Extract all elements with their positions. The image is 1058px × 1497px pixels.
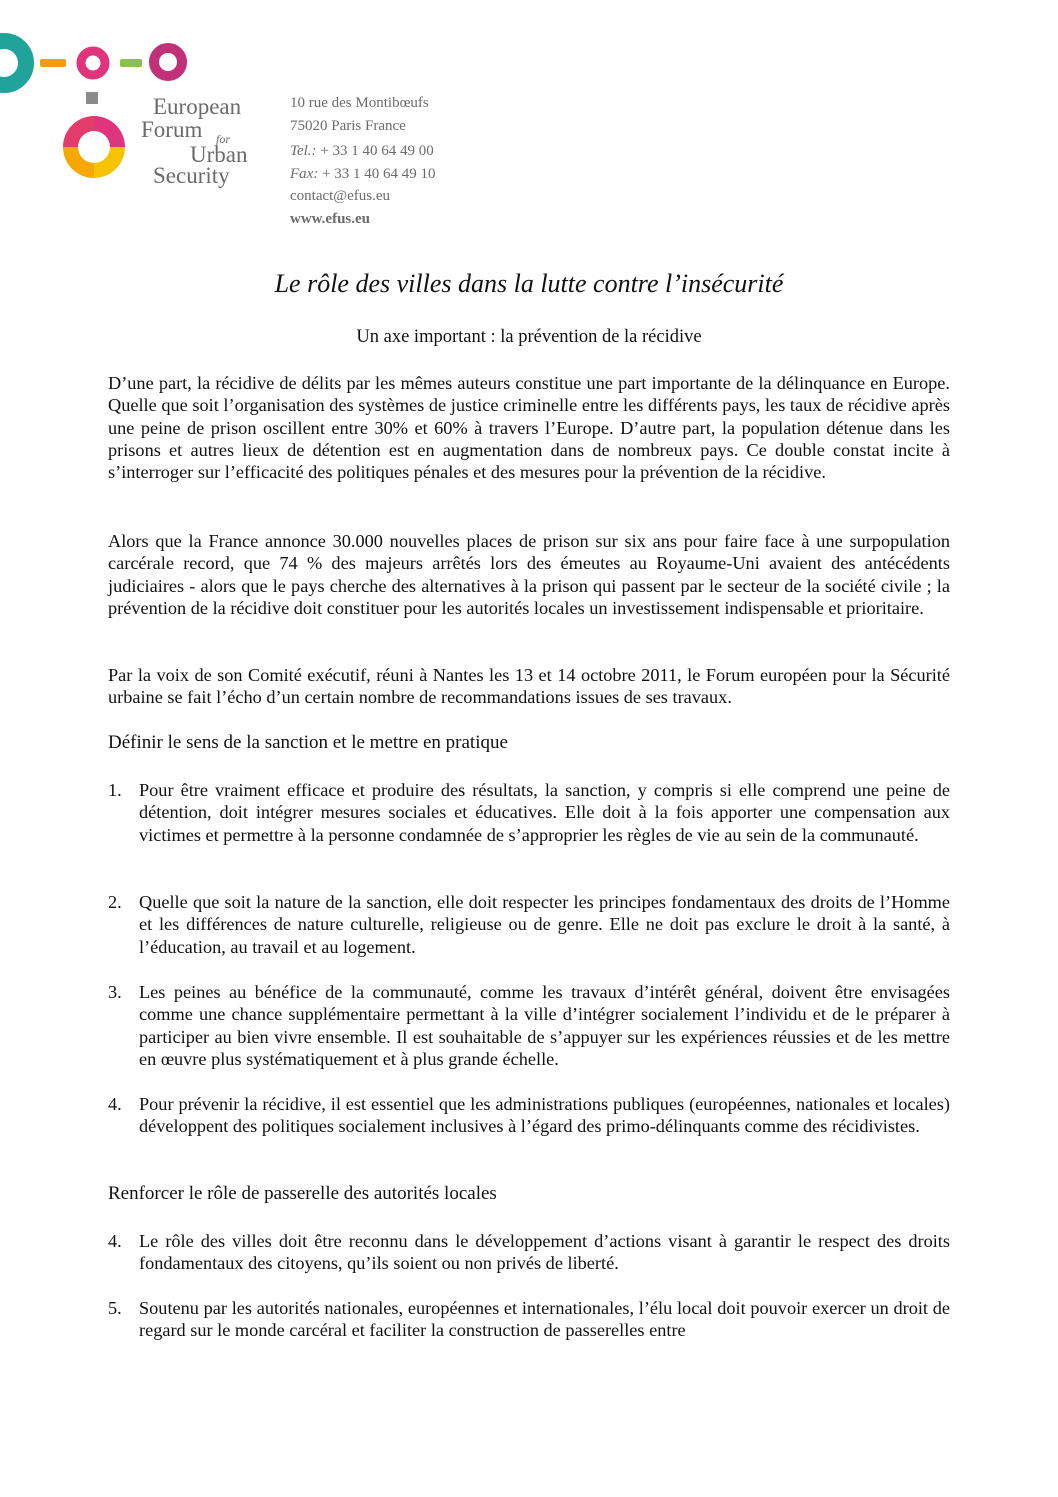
list-item-text: Les peines au bénéfice de la communauté, comme les travaux d’intérêt général, doivent être envisagées comme une chance supplémentaire permettant à la ville d’intégrer socialement l’individu et de le préparer à participer au bien vivre ensemble. Il est souhaitable de s’appuyer sur les expériences réussies et de les mettre en œuvre plus systématiquement et à plus grande échelle. (139, 982, 950, 1069)
list-item-text: Le rôle des villes doit être reconnu dans le développement d’actions visant à garantir le respect des droits fondamentaux des citoyens, qu’ils soient ou non privés de liberté. (139, 1231, 950, 1274)
logo-dash-green (120, 59, 142, 67)
paragraph-2: Alors que la France annonce 30.000 nouvelles places de prison sur six ans pour faire face à une surpopulation carcérale record, que 74 % des majeurs arrêtés lors des émeutes au Royaume-Uni avaient des antécédents judiciaires - alors que le pays cherche des alternatives à la prison qui passent par le secteur de la société civile ; la prévention de la récidive doit constituer pour les autorités locales un investissement indispensable et prioritaire. (108, 531, 950, 618)
list-item-text: Pour prévenir la récidive, il est essentiel que les administrations publiques (européennes, nationales et locales) développent des politiques socialement inclusives à l’égard des primo-délinquants comme des récidivistes. (139, 1094, 950, 1137)
list-item-number: 4. (108, 1231, 122, 1251)
fax-number: + 33 1 40 64 49 10 (322, 165, 436, 182)
tel-label: Tel.: (290, 143, 317, 159)
address-fax (290, 163, 436, 186)
list-item-number: 3. (108, 982, 122, 1002)
org-name-line-4: Security (153, 163, 230, 188)
org-name-for: for (216, 132, 231, 146)
logo-ring-large (63, 116, 125, 178)
list-item-number: 5. (108, 1298, 122, 1318)
logo-ring-purple (154, 48, 182, 76)
org-name-line-2: Forum (141, 117, 203, 142)
fax-label: Fax: (290, 165, 319, 182)
address-street: 10 rue des Montibœufs (290, 95, 429, 111)
list-item-number: 1. (108, 780, 122, 800)
list-item-text: Quelle que soit la nature de la sanction, elle doit respecter les principes fondamentaux des droits de l’Homme et les différences de nature culturelle, religieuse ou de genre. Elle ne doit pas exclure le droit à la santé, à l’éducation, au travail et au logement. (139, 892, 950, 957)
page-title: Le rôle des villes dans la lutte contre l’insécurité (274, 269, 784, 298)
logo-ring-pink (81, 51, 105, 75)
tel-number: + 33 1 40 64 49 00 (320, 143, 434, 159)
list-item-text: Pour être vraiment efficace et produire des résultats, la sanction, y compris si elle comprend une peine de détention, doit intégrer mesures sociales et éducatives. Elle doit à la fois apporter une compensation aux victimes et permettre à la personne condamnée de s’approprier les règles de vie au sein de la communauté. (139, 780, 950, 845)
address-city: 75020 Paris France (290, 117, 406, 134)
address-tel (290, 140, 436, 163)
address-website[interactable]: www.efus.eu (290, 210, 371, 227)
list-item-number: 2. (108, 892, 122, 912)
paragraph-3: Par la voix de son Comité exécutif, réuni à Nantes les 13 et 14 octobre 2011, le Forum européen pour la Sécurité urbaine se fait l’écho d’un certain nombre de recommandations issues de ses travaux. (108, 665, 950, 708)
list-item-text: Soutenu par les autorités nationales, européennes et internationales, l’élu local doit pouvoir exercer un droit de regard sur le monde carcéral et faciliter la construction de passerelles entre (139, 1298, 950, 1341)
logo-ring-teal (0, 41, 26, 85)
list-item-number: 4. (108, 1094, 122, 1114)
section-heading-1: Définir le sens de la sanction et le mettre en pratique (108, 732, 508, 753)
paragraph-1: D’une part, la récidive de délits par les mêmes auteurs constitue une part importante de la délinquance en Europe. Quelle que soit l’organisation des systèmes de justice criminelle entre les différents pays, les taux de récidive après une peine de prison oscillent entre 30% et 60% à travers l’Europe. D’autre part, la population détenue dans les prisons et autres lieux de détention est en augmentation dans de nombreux pays. Ce double constat incite à s’interroger sur l’efficacité des politiques pénales et des mesures pour la prévention de la récidive. (108, 373, 950, 483)
org-name-line-1: European (153, 94, 242, 119)
address-email[interactable]: contact@efus.eu (290, 188, 391, 204)
address-block (290, 92, 436, 230)
logo-square-grey (86, 92, 98, 104)
section-heading-2: Renforcer le rôle de passerelle des autorités locales (108, 1183, 497, 1204)
page-subtitle: Un axe important : la prévention de la récidive (356, 327, 702, 347)
org-name-line-3: Urban (190, 142, 248, 167)
logo-dash-orange (40, 59, 66, 67)
